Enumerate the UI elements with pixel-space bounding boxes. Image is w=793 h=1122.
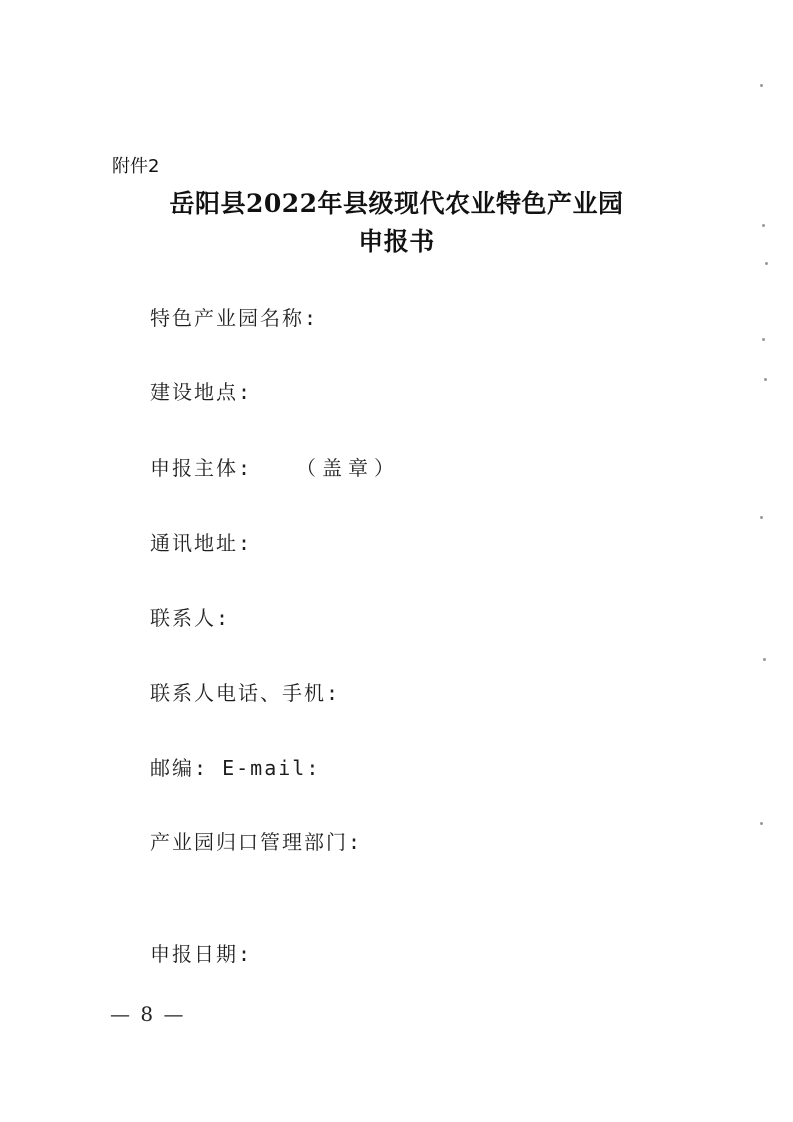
field-postcode-email [150,752,320,781]
field-department [150,826,362,855]
field-park-name [150,302,318,331]
field-contact-phone [150,677,340,706]
scan-artifact [760,822,763,825]
field-applicant-label: 申报主体: [150,456,253,480]
scan-artifact [764,378,767,381]
seal-note: （盖章） [296,456,401,480]
field-contact [150,602,230,631]
scan-artifact [765,262,768,265]
field-contact-phone-label: 联系人电话、手机: [150,681,341,705]
field-department-label: 产业园归口管理部门: [150,830,363,854]
scan-artifact [762,338,765,341]
field-address-label: 通讯地址: [150,531,253,555]
scan-artifact [763,658,766,661]
scan-artifact [762,224,765,227]
attachment-label: 附件2 [112,156,160,177]
field-location-label: 建设地点: [150,380,253,404]
field-park-name-label: 特色产业园名称: [150,306,319,330]
field-applicant [150,452,400,481]
field-date [150,938,252,967]
field-postcode-email-label: 邮编: E-mail: [150,756,321,780]
field-contact-label: 联系人: [150,606,231,630]
document-title-line1: 岳阳县2022年县级现代农业特色产业园 [169,189,624,218]
page-number: — 8 — [110,1002,186,1026]
field-location [150,376,252,405]
field-date-label: 申报日期: [150,942,253,966]
scan-artifact [760,516,763,519]
document-title-line2: 申报书 [358,227,435,256]
field-address [150,527,252,556]
scan-artifact [760,84,763,87]
